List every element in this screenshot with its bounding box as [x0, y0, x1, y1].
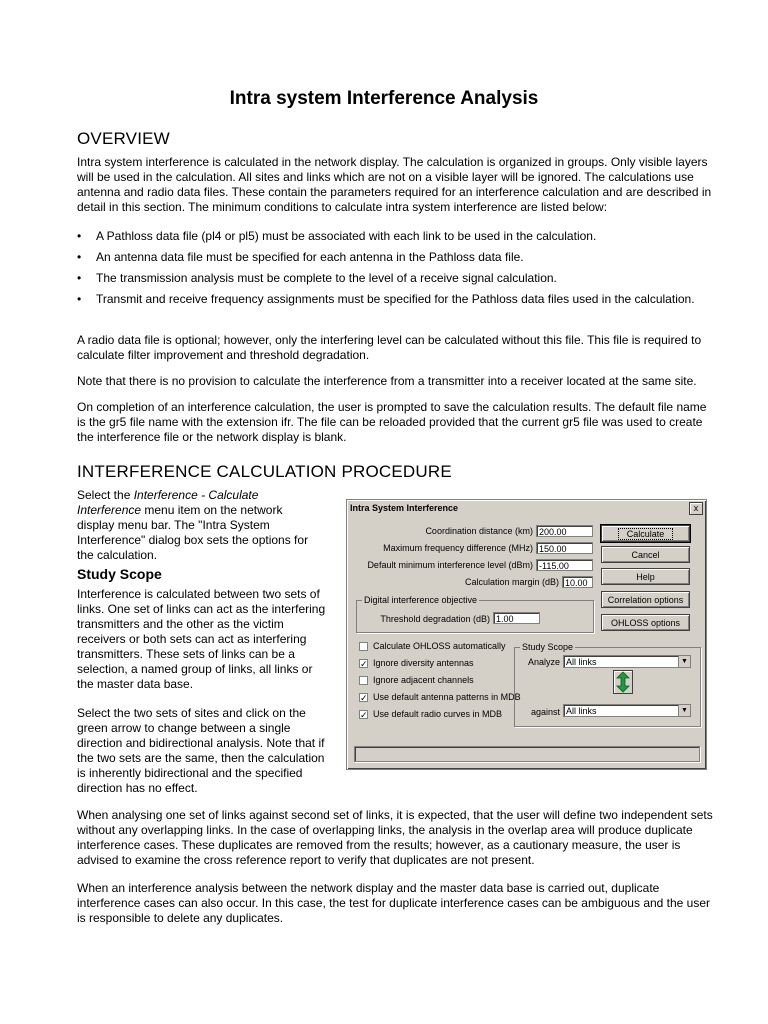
ignore-diversity-label: Ignore diversity antennas — [373, 658, 474, 668]
analyze-select-value: All links — [566, 657, 597, 667]
threshold-degradation-label: Threshold degradation (dB) — [380, 614, 490, 624]
coordination-distance-input[interactable]: 200.00 — [536, 525, 593, 537]
list-item: • A Pathloss data file (pl4 or pl5) must be associated with each link to be used in the calculation. — [77, 229, 717, 244]
list-item: • Transmit and receive frequency assignments must be specified for the Pathloss data files used in the calculation. — [77, 292, 717, 307]
default-radio-checkbox-row[interactable] — [359, 709, 502, 720]
study-scope-paragraph-1: Interference is calculated between two sets of links. One set of links can act as the interfering transmitters and the other as the victim receivers or both sets can act as interfering transmitters. These sets of links can be a selection, a named group of links, all links or the master data base. — [77, 587, 326, 691]
help-button[interactable]: Help — [601, 568, 690, 585]
ignore-diversity-checkbox[interactable]: ✓ — [360, 659, 368, 670]
overview-paragraph-4: On completion of an interference calculation, the user is prompted to save the calculation results. The default file name is the gr5 file name with the extension ifr. The file can be reloaded provided that the current gr5 file was used to create the interference file or the network display is blank. — [77, 400, 707, 444]
calculate-button-label: Calculate — [618, 528, 674, 540]
ignore-adjacent-checkbox[interactable] — [359, 676, 368, 685]
procedure-heading: INTERFERENCE CALCULATION PROCEDURE — [77, 462, 452, 481]
min-interference-label: Default minimum interference level (dBm) — [367, 560, 533, 570]
threshold-degradation-input[interactable]: 1.00 — [493, 612, 540, 624]
bidirectional-arrow-icon — [614, 671, 632, 693]
page-title: Intra system Interference Analysis — [229, 88, 539, 109]
close-icon[interactable]: x — [689, 502, 703, 515]
calc-ohloss-label: Calculate OHLOSS automatically — [373, 641, 506, 651]
menu-item-reference: Interference - Calculate Interference — [77, 488, 259, 517]
against-select-value: All links — [566, 706, 597, 716]
chevron-down-icon: ▼ — [678, 705, 690, 716]
calc-ohloss-checkbox-row[interactable] — [359, 641, 506, 652]
ignore-adjacent-checkbox-row[interactable] — [359, 675, 474, 686]
dialog-status-bar — [354, 746, 700, 762]
coordination-distance-label: Coordination distance (km) — [425, 526, 533, 536]
correlation-options-button[interactable]: Correlation options — [601, 591, 690, 608]
intro-post: menu item on the network display menu bar. The "Intra System Interference" dialog box sets the options for the calculation. — [77, 503, 309, 562]
overview-paragraph-2: A radio data file is optional; however, only the interfering level can be calculated without this file. This file is required to calculate filter improvement and threshold degradation. — [77, 333, 702, 362]
against-label: against — [530, 707, 560, 717]
calculation-margin-input[interactable]: 10.00 — [562, 576, 593, 588]
default-radio-label: Use default radio curves in MDB — [373, 709, 503, 719]
requirements-list — [77, 229, 717, 313]
master-db-paragraph: When an interference analysis between the network display and the master data base is carried out, duplicate interference cases can also occur. In this case, the test for duplicate interference cases can be ambiguous and the user is responsible to delete any duplicates. — [77, 881, 711, 925]
overview-paragraph-1: Intra system interference is calculated in the network display. The calculation is organized in groups. Only visible layers will be used in the calculation. All sites and links which are not on a visible layer will be ignored. The calculations use antenna and radio data files. These contain the parameters required for an interference calculation and are described in detail in this section. The minimum conditions to calculate intra system interference are listed below: — [77, 155, 712, 214]
analyze-select[interactable] — [563, 655, 691, 668]
calculation-margin-label: Calculation margin (dB) — [464, 577, 559, 587]
study-scope-paragraph-2: Select the two sets of sites and click on the green arrow to change between a single direction and bidirectional analysis. Note that if the two sets are the same, then the calculation is inherently bidirectional and the specified direction has no effect. — [77, 706, 325, 795]
list-item: • The transmission analysis must be complete to the level of a receive signal calculation. — [77, 271, 717, 286]
chevron-down-icon: ▼ — [678, 656, 690, 667]
direction-toggle-button[interactable] — [613, 670, 633, 694]
dialog-title: Intra System Interference — [348, 501, 690, 515]
ignore-diversity-checkbox-row[interactable] — [359, 658, 474, 669]
list-item: • An antenna data file must be specified for each antenna in the Pathloss data file. — [77, 250, 717, 265]
intro-pre: Select the — [77, 488, 134, 502]
cancel-button[interactable]: Cancel — [601, 546, 690, 563]
study-scope-heading: Study Scope — [77, 566, 162, 582]
study-scope-group-label: Study Scope — [522, 642, 574, 652]
ignore-adjacent-label: Ignore adjacent channels — [373, 675, 474, 685]
default-antenna-label: Use default antenna patterns in MDB — [373, 692, 521, 702]
default-radio-checkbox[interactable]: ✓ — [360, 710, 368, 721]
max-frequency-input[interactable]: 150.00 — [536, 542, 593, 554]
max-frequency-label: Maximum frequency difference (MHz) — [383, 543, 533, 553]
calculate-button[interactable] — [601, 525, 690, 542]
min-interference-input[interactable]: -115.00 — [536, 559, 593, 571]
overview-paragraph-3: Note that there is no provision to calculate the interference from a transmitter into a receiver located at the same site. — [77, 374, 697, 388]
overview-heading: OVERVIEW — [77, 129, 170, 148]
against-select[interactable] — [563, 704, 691, 717]
default-antenna-checkbox-row[interactable] — [359, 692, 521, 703]
ohloss-options-button[interactable]: OHLOSS options — [601, 614, 690, 631]
overlap-paragraph: When analysing one set of links against second set of links, it is expected, that the user will define two independent sets without any overlapping links. In the case of overlapping links, the analysis in the overlap area will produce duplicate interference cases. These duplicates are removed from the results; however, as a cautionary measure, the user is advised to examine the cross reference report to verify that duplicates are not present. — [77, 808, 713, 867]
analyze-label: Analyze — [527, 657, 560, 667]
digital-objective-label: Digital interference objective — [364, 595, 478, 605]
default-antenna-checkbox[interactable]: ✓ — [360, 693, 368, 704]
calc-ohloss-checkbox[interactable] — [359, 642, 368, 651]
procedure-intro — [77, 488, 317, 563]
